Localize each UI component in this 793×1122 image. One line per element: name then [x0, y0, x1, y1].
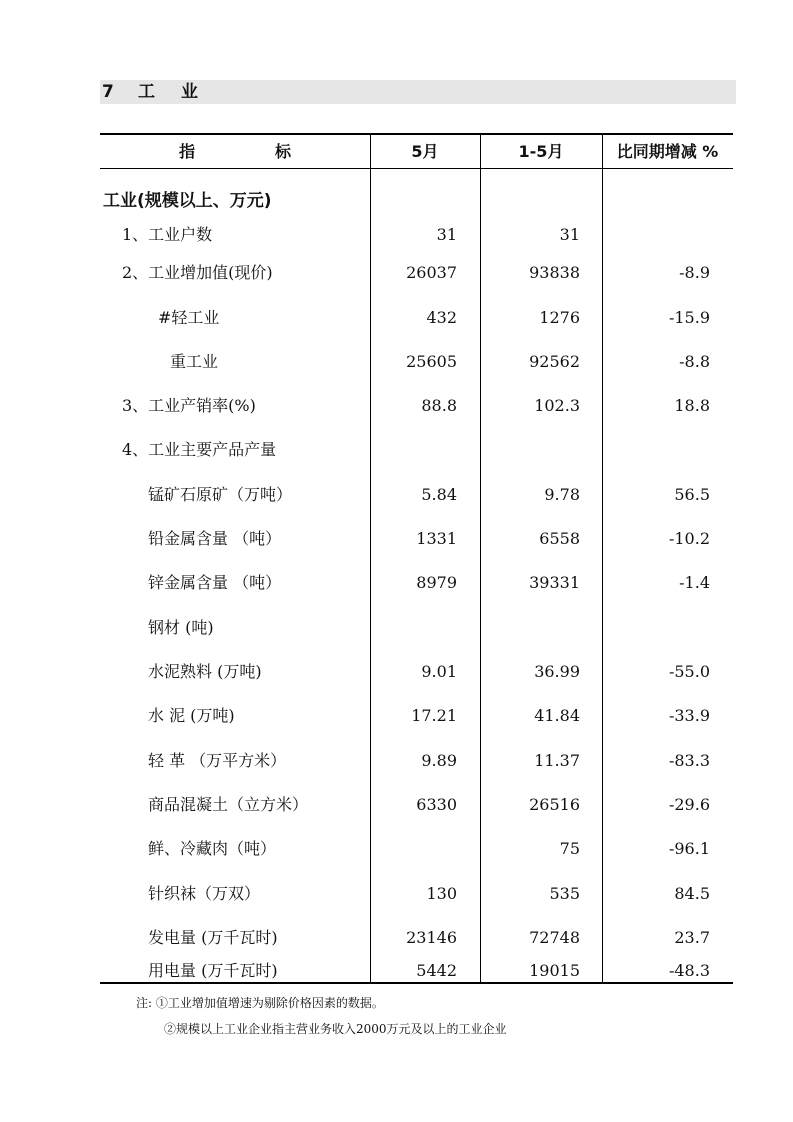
- value-may: 9.89: [421, 751, 457, 770]
- table-row: [100, 701, 733, 731]
- value-jan-may: 9.78: [544, 485, 580, 504]
- value-may: 5.84: [421, 485, 457, 504]
- table-row: [100, 258, 733, 288]
- table-row: [100, 524, 733, 554]
- value-jan-may: 11.37: [534, 751, 580, 770]
- table-row: [100, 568, 733, 598]
- row-label: 4、工业主要产品产量: [122, 440, 277, 459]
- value-yoy: -83.3: [668, 751, 710, 770]
- value-may: 23146: [406, 928, 457, 947]
- value-yoy: -8.9: [679, 263, 710, 282]
- value-may: 432: [426, 308, 457, 327]
- value-jan-may: 75: [559, 839, 580, 858]
- header-yoy: 比同期增减 %: [616, 142, 719, 161]
- value-jan-may: 6558: [539, 529, 580, 548]
- value-yoy: -96.1: [668, 839, 710, 858]
- value-may: 130: [426, 884, 457, 903]
- header-may: 5月: [411, 142, 439, 161]
- footnote-1: 注: ①工业增加值增速为剔除价格因素的数据。: [136, 996, 384, 1010]
- value-yoy: -1.4: [679, 573, 710, 592]
- section-title: 工业: [138, 82, 224, 102]
- section-number: 7: [102, 82, 114, 102]
- value-jan-may: 92562: [529, 352, 580, 371]
- table-row: [100, 303, 733, 333]
- table-row: [100, 347, 733, 377]
- footnotes: [136, 990, 507, 1042]
- value-yoy: -33.9: [668, 706, 710, 725]
- row-label: 铅金属含量 （吨）: [148, 529, 282, 548]
- table-row: [100, 480, 733, 510]
- row-label: 水 泥 (万吨): [148, 706, 235, 725]
- table-row: [100, 657, 733, 687]
- value-may: 1331: [416, 529, 457, 548]
- section-header: [100, 80, 736, 104]
- table-row: [100, 790, 733, 820]
- industry-table: [100, 133, 733, 985]
- table-row: [100, 220, 733, 250]
- value-yoy: 23.7: [674, 928, 710, 947]
- category-label: 工业(规模以上、万元): [103, 191, 272, 211]
- value-jan-may: 19015: [529, 961, 580, 980]
- row-label: 重工业: [170, 352, 219, 371]
- table-header-rule: [100, 168, 733, 169]
- table-row: [100, 391, 733, 421]
- row-label: 商品混凝土（立方米）: [148, 795, 309, 814]
- value-jan-may: 36.99: [534, 662, 580, 681]
- footnote-2: ②规模以上工业企业指主营业务收入2000万元及以上的工业企业: [164, 1022, 507, 1036]
- value-jan-may: 39331: [529, 573, 580, 592]
- table-row: [100, 834, 733, 864]
- row-label: 针织袜（万双）: [148, 884, 261, 903]
- value-may: 5442: [416, 961, 457, 980]
- row-label: #轻工业: [158, 308, 220, 327]
- value-jan-may: 93838: [529, 263, 580, 282]
- row-label: 锰矿石原矿（万吨）: [148, 485, 293, 504]
- value-may: 8979: [416, 573, 457, 592]
- value-yoy: -29.6: [668, 795, 710, 814]
- table-row: [100, 923, 733, 953]
- row-label: 1、工业户数: [122, 225, 213, 244]
- value-jan-may: 31: [559, 225, 580, 244]
- value-yoy: -8.8: [679, 352, 710, 371]
- value-jan-may: 26516: [529, 795, 580, 814]
- value-jan-may: 102.3: [534, 396, 580, 415]
- row-label: 3、工业产销率(%): [122, 396, 256, 415]
- table-row: [100, 879, 733, 909]
- value-yoy: -15.9: [668, 308, 710, 327]
- value-jan-may: 535: [549, 884, 580, 903]
- row-label: 发电量 (万千瓦时): [148, 928, 278, 947]
- header-indicator: 指 标: [178, 142, 292, 161]
- value-may: 26037: [406, 263, 457, 282]
- value-may: 88.8: [421, 396, 457, 415]
- value-jan-may: 1276: [539, 308, 580, 327]
- value-yoy: -10.2: [668, 529, 710, 548]
- value-yoy: -48.3: [668, 961, 710, 980]
- row-label: 2、工业增加值(现价): [122, 263, 273, 282]
- category-row: [100, 186, 733, 216]
- value-jan-may: 41.84: [534, 706, 580, 725]
- value-may: 25605: [406, 352, 457, 371]
- table-row: [100, 613, 733, 643]
- value-may: 31: [436, 225, 457, 244]
- row-label: 用电量 (万千瓦时): [148, 961, 278, 980]
- row-label: 钢材 (吨): [148, 618, 214, 637]
- value-yoy: 18.8: [674, 396, 710, 415]
- table-row: [100, 435, 733, 465]
- value-yoy: -55.0: [668, 662, 710, 681]
- value-may: 6330: [416, 795, 457, 814]
- row-label: 轻 革 （万平方米）: [148, 751, 287, 770]
- row-label: 鲜、冷藏肉（吨）: [148, 839, 277, 858]
- value-yoy: 84.5: [674, 884, 710, 903]
- value-may: 17.21: [411, 706, 457, 725]
- value-jan-may: 72748: [529, 928, 580, 947]
- header-jan-may: 1-5月: [518, 142, 564, 161]
- row-label: 锌金属含量 （吨）: [148, 573, 282, 592]
- value-yoy: 56.5: [674, 485, 710, 504]
- table-row: [100, 956, 733, 986]
- value-may: 9.01: [421, 662, 457, 681]
- table-row: [100, 746, 733, 776]
- row-label: 水泥熟料 (万吨): [148, 662, 262, 681]
